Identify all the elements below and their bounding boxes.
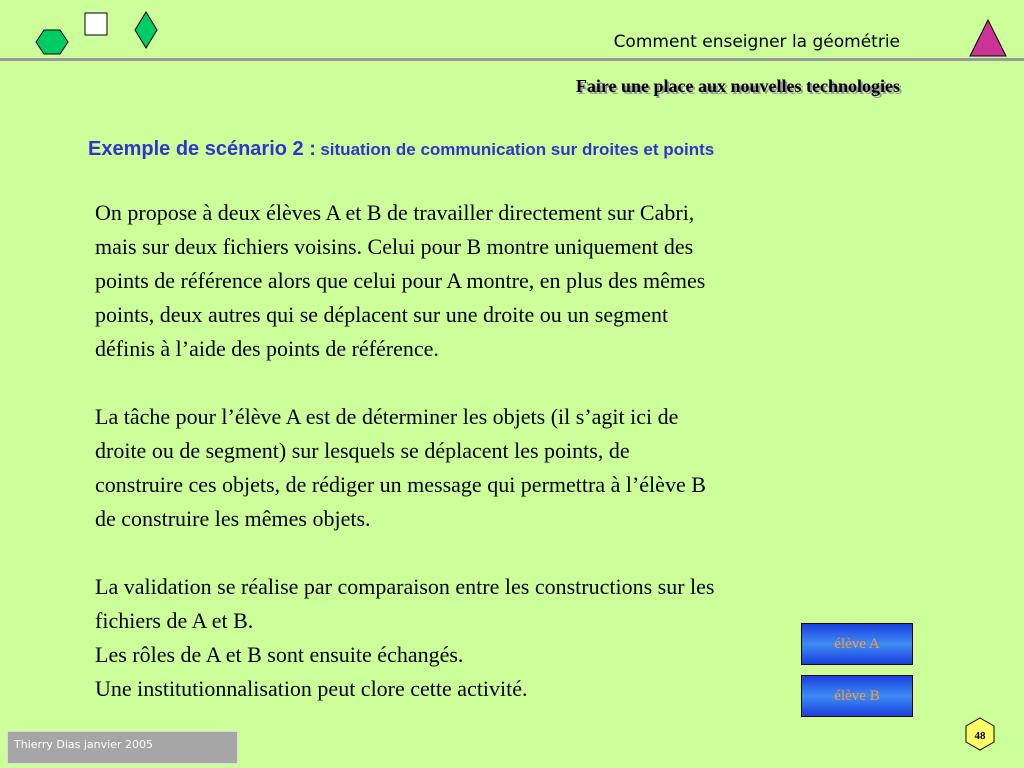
diamond-icon (135, 12, 157, 48)
scenario-heading (88, 138, 948, 161)
eleve-b-button[interactable]: élève B (801, 675, 913, 717)
text-line: Une institutionnalisation peut clore cette activité. (95, 676, 528, 701)
slide-body (95, 196, 910, 706)
paragraph-task (95, 400, 910, 536)
badge-shape (964, 716, 996, 752)
header-divider (0, 58, 1024, 61)
scenario-title: Exemple de scénario 2 : (88, 138, 316, 160)
text-line: On propose à deux élèves A et B de travailler directement sur Cabri, (95, 200, 695, 225)
slide-subtitle: Faire une place aux nouvelles technologies (575, 76, 900, 96)
text-line: construire ces objets, de rédiger un message qui permettra à l’élève B (95, 472, 706, 497)
page-number: 48 (974, 730, 986, 742)
text-line: droite ou de segment) sur lesquels se déplacent les points, de (95, 438, 630, 463)
text-line: La validation se réalise par comparaison entre les constructions sur les (95, 574, 715, 599)
text-line: mais sur deux fichiers voisins. Celui pour B montre uniquement des (95, 234, 694, 259)
eleve-a-button[interactable]: élève A (801, 623, 913, 665)
text-line: points de référence alors que celui pour A montre, en plus des mêmes (95, 268, 706, 293)
hexagon-icon (36, 30, 68, 54)
scenario-subtitle: situation de communication sur droites et points (320, 140, 715, 159)
header-shapes (30, 8, 170, 56)
triangle-icon (966, 18, 1010, 58)
text-line: La tâche pour l’élève A est de déterminer les objets (il s’agit ici de (95, 404, 679, 429)
page-number-badge (964, 716, 996, 757)
square-icon (85, 13, 107, 35)
text-line: points, deux autres qui se déplacent sur une droite ou un segment (95, 302, 669, 327)
paragraph-validation (95, 570, 910, 706)
paragraph-proposal (95, 196, 910, 366)
text-line: de construire les mêmes objets. (95, 506, 371, 531)
text-line: fichiers de A et B. (95, 608, 254, 633)
text-line: définis à l’aide des points de référence. (95, 336, 439, 361)
footer-author: Thierry Dias janvier 2005 (14, 738, 153, 751)
header-title: Comment enseigner la géométrie (613, 32, 900, 52)
text-line: Les rôles de A et B sont ensuite échangés. (95, 642, 464, 667)
